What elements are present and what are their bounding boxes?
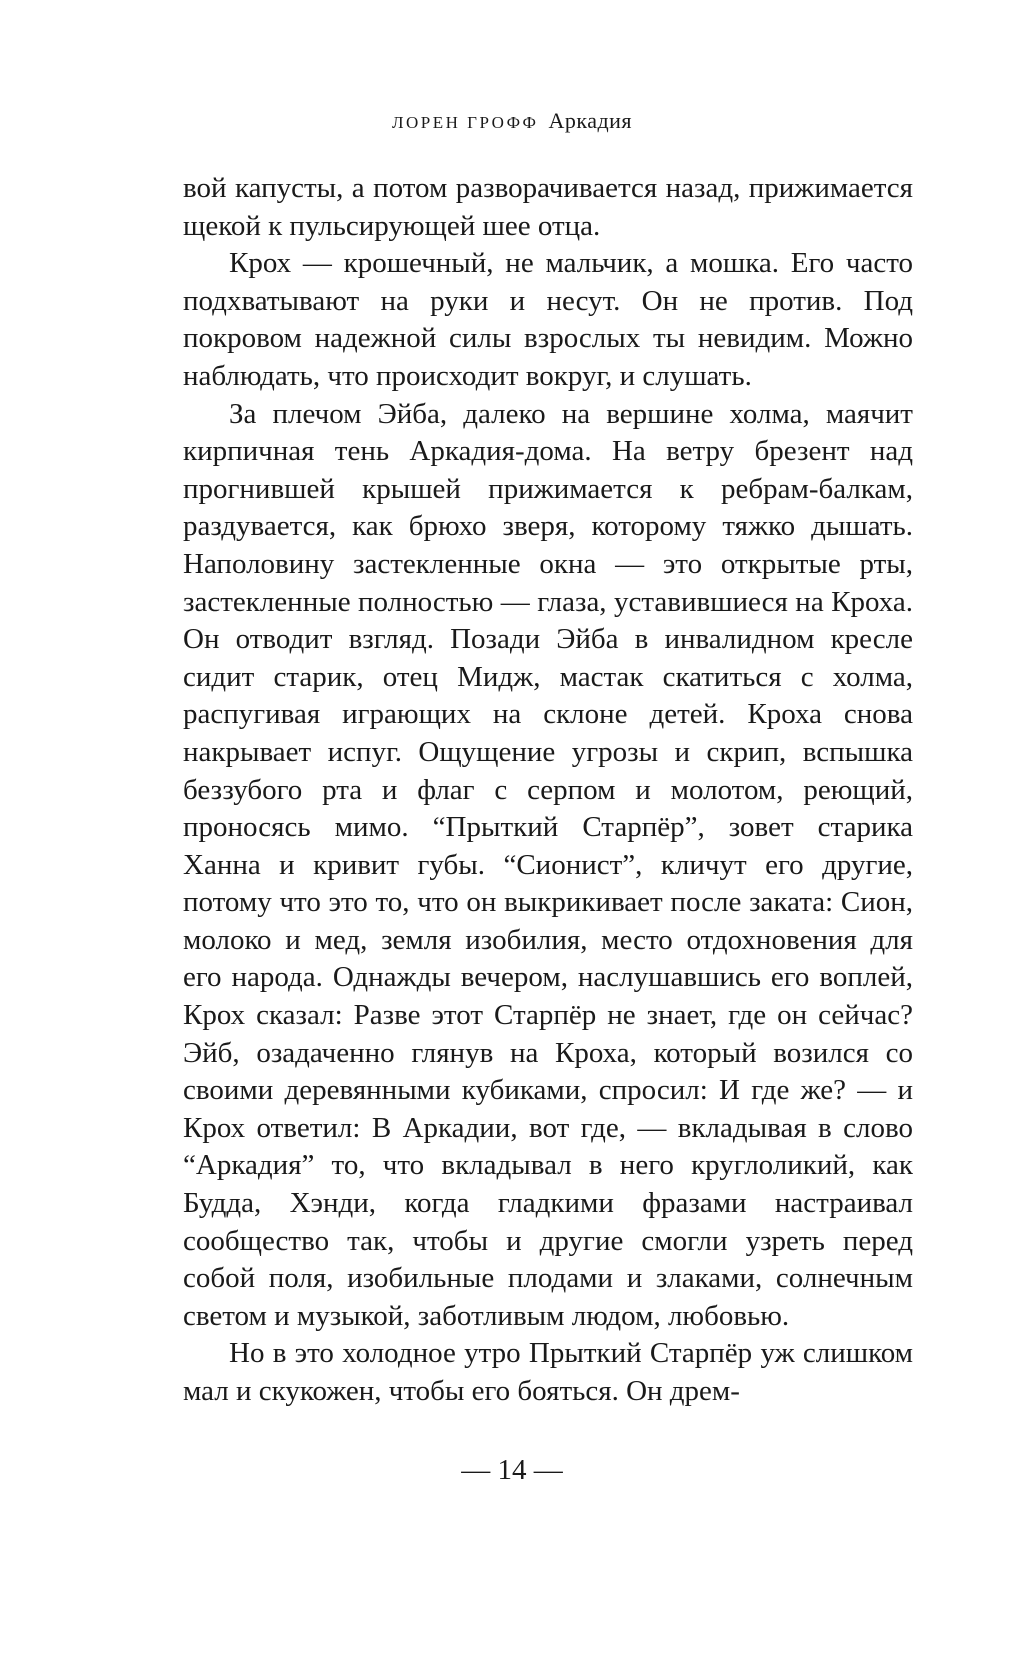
paragraph: Крох — крошечный, не мальчик, а мошка. Его часто подхватывают на руки и несут. Он не против. Под покровом надежной силы взрослых ты невидим. Можно наблюдать, что происходит вокруг, и слушать.: [183, 247, 913, 392]
body-text: [183, 170, 913, 1411]
page-number: — 14 —: [461, 1454, 563, 1486]
paragraph: За плечом Эйба, далеко на вершине холма, маячит кирпичная тень Аркадия-дома. На ветру брезент над прогнившей крышей прижимается к ребрам-балкам, раздувается, как брюхо зверя, которому тяжко дышать. Наполовину застекленные окна — это открытые рты, застекленные полностью — глаза, уставившиеся на Кроха. Он отводит взгляд. Позади Эйба в инвалидном кресле сидит старик, отец Мидж, мастак скатиться с холма, распугивая играющих на склоне детей. Кроха снова накрывает испуг. Ощущение угрозы и скрип, вспышка беззубого рта и флаг с серпом и молотом, реющий, проносясь мимо. “Прыткий Старпёр”, зовет старика Ханна и кривит губы. “Сионист”, кличут его другие, потому что это то, что он выкрикивает после заката: Сион, молоко и мед, земля изобилия, место отдохновения для его народа. Однажды вечером, наслушавшись его воплей, Крох сказал: Разве этот Старпёр не знает, где он сейчас? Эйб, озадаченно глянув на Кроха, который возился со своими деревянными кубиками, спросил: И где же? — и Крох ответил: В Аркадии, вот где, — вкладывая в слово “Аркадия” то, что вкладывал в него круглоликий, как Будда, Хэнди, когда гладкими фразами настраивал сообщество так, чтобы и другие смогли узреть перед собой поля, изобильные плодами и злаками, солнечным светом и музыкой, заботливым людом, любовью.: [183, 397, 913, 1332]
running-head-author: ЛОРЕН ГРОФФ: [391, 113, 539, 132]
running-head-title: Аркадия: [548, 108, 633, 133]
paragraph: Но в это холодное утро Прыткий Старпёр уж слишком мал и скукожен, чтобы его бояться. Он дрем-: [183, 1337, 913, 1407]
paragraph-continued: вой капусты, а потом разворачивается назад, прижимается щекой к пульсирующей шее отца.: [183, 172, 913, 242]
running-head: [0, 106, 1024, 138]
